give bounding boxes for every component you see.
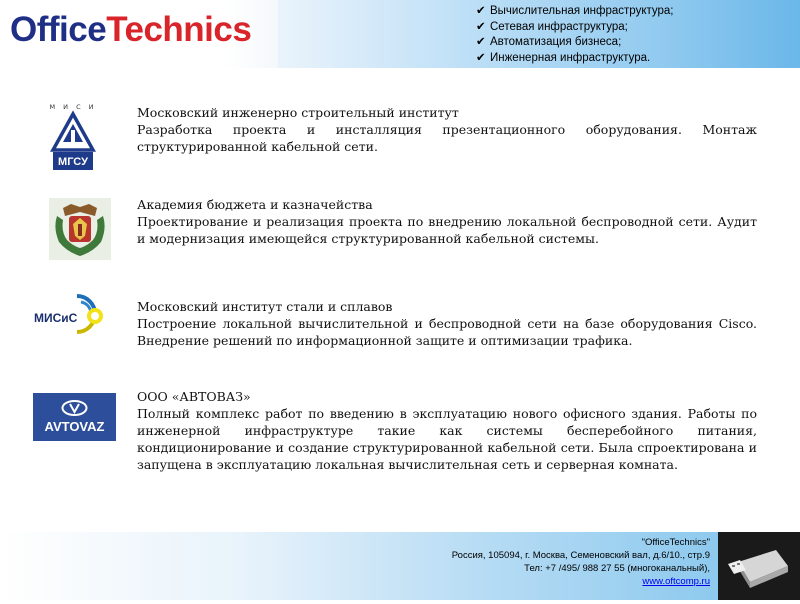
project-text bbox=[137, 298, 757, 349]
company-logo-text bbox=[10, 10, 251, 50]
service-label: Сетевая инфраструктура; bbox=[490, 20, 628, 33]
service-item bbox=[476, 35, 673, 51]
project-text bbox=[137, 388, 757, 473]
project-description: Проектирование и реализация проекта по внедрению локальной беспроводной сети. Аудит и модернизация имеющейся структурированной кабельной системы. bbox=[137, 214, 757, 246]
checkmark-icon: ✔ bbox=[476, 5, 486, 17]
service-item bbox=[476, 4, 673, 20]
mgsu-logo-icon bbox=[50, 100, 96, 172]
footer bbox=[0, 532, 800, 600]
project-description: Разработка проекта и инсталляция презентационного оборудования. Монтаж структурированной кабельной сети. bbox=[137, 122, 757, 154]
service-label: Инженерная инфраструктура. bbox=[490, 51, 651, 64]
project-title: Московский инженерно строительный институт bbox=[137, 105, 459, 120]
company-logo[interactable] bbox=[0, 0, 280, 68]
avtovaz-logo-text: AVTOVAZ bbox=[44, 419, 105, 434]
project-text bbox=[137, 104, 757, 155]
footer-company: "OfficeTechnics" bbox=[641, 537, 710, 548]
contact-info bbox=[452, 536, 710, 588]
logo-part-office: Office bbox=[10, 10, 107, 49]
footer-address: Россия, 105094, г. Москва, Семеновский вал, д.6/10., стр.9 bbox=[451, 550, 710, 561]
mgsu-logo-top-text: М И С И bbox=[50, 103, 96, 111]
avtovaz-logo-icon bbox=[33, 393, 116, 441]
checkmark-icon: ✔ bbox=[476, 36, 486, 48]
service-label: Вычислительная инфраструктура; bbox=[490, 5, 674, 17]
project-title: ООО «АВТОВАЗ» bbox=[137, 389, 251, 404]
project-description: Полный комплекс работ по введению в эксплуатацию нового офисного здания. Работы по инженерной инфраструктуре такие как системы бесперебойного питания, кондиционирование и создание структурированной кабельной сети. Была спроектирована и запущена в эксплуатацию локальная вычислительная сеть и серверная комната. bbox=[137, 406, 757, 472]
project-title: Московский институт стали и сплавов bbox=[137, 299, 393, 314]
project-text bbox=[137, 196, 757, 247]
treasury-emblem-icon bbox=[49, 198, 111, 260]
logo-part-technics: Technics bbox=[106, 10, 252, 49]
service-label: Автоматизация бизнеса; bbox=[490, 36, 622, 48]
mgsu-logo-text: МГСУ bbox=[58, 156, 88, 168]
project-description: Построение локальной вычислительной и беспроводной сети на базе оборудования Cisco. Внедрение решений по информационной защите и оптимизации трафика. bbox=[137, 316, 757, 348]
misis-logo-text: МИСиС bbox=[34, 311, 78, 325]
header bbox=[0, 0, 800, 68]
website-link[interactable]: www.oftcomp.ru bbox=[642, 576, 710, 587]
service-item bbox=[476, 20, 673, 36]
footer-phone: Тел: +7 /495/ 988 27 55 (многоканальный), bbox=[524, 563, 710, 574]
checkmark-icon: ✔ bbox=[476, 20, 486, 33]
services-list bbox=[476, 4, 673, 66]
project-title: Академия бюджета и казначейства bbox=[137, 197, 373, 212]
usb-flash-drive-icon bbox=[718, 532, 800, 600]
misis-logo-icon bbox=[33, 292, 113, 336]
checkmark-icon: ✔ bbox=[476, 51, 486, 64]
service-item bbox=[476, 51, 673, 67]
